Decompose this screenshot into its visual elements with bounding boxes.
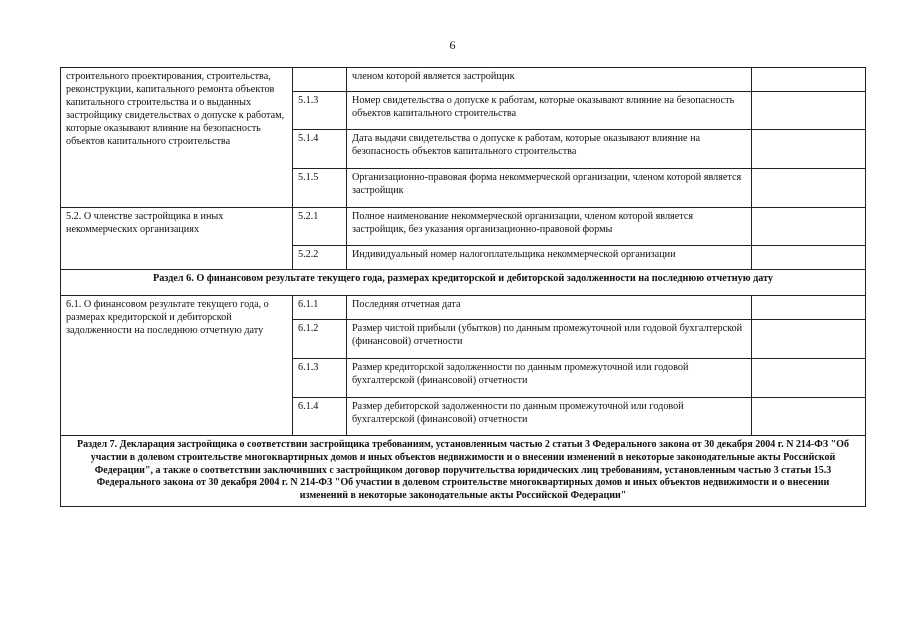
row-number: 6.1.4 bbox=[293, 398, 347, 436]
row-number: 6.1.2 bbox=[293, 320, 347, 359]
row-description: Полное наименование некоммерческой организации, членом которой является застройщик, без указания организационно-правовой формы bbox=[347, 208, 752, 246]
row-number: 5.1.5 bbox=[293, 169, 347, 208]
row-number: 6.1.1 bbox=[293, 296, 347, 320]
group-label-5-2: 5.2. О членстве застройщика в иных некоммерческих организациях bbox=[61, 208, 293, 270]
row-description: Размер чистой прибыли (убытков) по данным промежуточной или годовой бухгалтерской (финансовой) отчетности bbox=[347, 320, 752, 359]
row-description: Организационно-правовая форма некоммерческой организации, членом которой является застройщик bbox=[347, 169, 752, 208]
table-row bbox=[61, 208, 866, 246]
row-value-cell bbox=[752, 208, 866, 246]
row-value-cell bbox=[752, 169, 866, 208]
group-label-5-1: строительного проектирования, строительства, реконструкции, капитального ремонта объектов капитального строительства и о выданных застройщику свидетельствах о допуске к работам, которые оказывают влияние на безопасность объектов капитального строительства bbox=[61, 68, 293, 208]
group-label-6-1: 6.1. О финансовом результате текущего года, о размерах кредиторской и дебиторской задолженности на последнюю отчетную дату bbox=[61, 296, 293, 436]
row-value-cell bbox=[752, 398, 866, 436]
row-value-cell bbox=[752, 296, 866, 320]
table-row bbox=[61, 296, 866, 320]
page-number: 6 bbox=[449, 38, 456, 52]
table-row bbox=[61, 68, 866, 92]
row-description: Последняя отчетная дата bbox=[347, 296, 752, 320]
section-heading-row bbox=[61, 270, 866, 296]
declaration-table bbox=[60, 67, 866, 507]
section-7-heading: Раздел 7. Декларация застройщика о соответствии застройщика требованиям, установленным частью 2 статьи 3 Федерального закона от 30 декабря 2004 г. N 214-ФЗ "Об участии в долевом строительстве многоквартирных домов и иных объектов недвижимости и о внесении изменений в некоторые законодательные акты Российской Федерации", а также о соответствии заключивших с застройщиком договор поручительства юридических лиц требованиям, установленным частью 3 статьи 15.3 Федерального закона от 30 декабря 2004 г. N 214-ФЗ "Об участии в долевом строительстве многоквартирных домов и иных объектов недвижимости и о внесении изменений в некоторые законодательные акты Российской Федерации" bbox=[61, 436, 866, 507]
row-number: 5.2.1 bbox=[293, 208, 347, 246]
row-description: Размер кредиторской задолженности по данным промежуточной или годовой бухгалтерской (финансовой) отчетности bbox=[347, 359, 752, 398]
row-description: Индивидуальный номер налогоплательщика некоммерческой организации bbox=[347, 246, 752, 270]
row-description: Размер дебиторской задолженности по данным промежуточной или годовой бухгалтерской (финансовой) отчетности bbox=[347, 398, 752, 436]
row-value-cell bbox=[752, 320, 866, 359]
row-value-cell bbox=[752, 246, 866, 270]
row-description: Номер свидетельства о допуске к работам, которые оказывают влияние на безопасность объектов капитального строительства bbox=[347, 92, 752, 130]
row-value-cell bbox=[752, 68, 866, 92]
row-number: 6.1.3 bbox=[293, 359, 347, 398]
row-value-cell bbox=[752, 359, 866, 398]
row-value-cell bbox=[752, 92, 866, 130]
row-description: Дата выдачи свидетельства о допуске к работам, которые оказывают влияние на безопасность объектов капитального строительства bbox=[347, 130, 752, 169]
row-number bbox=[293, 68, 347, 92]
row-description: членом которой является застройщик bbox=[347, 68, 752, 92]
section-heading-row bbox=[61, 436, 866, 507]
row-value-cell bbox=[752, 130, 866, 169]
row-number: 5.2.2 bbox=[293, 246, 347, 270]
row-number: 5.1.4 bbox=[293, 130, 347, 169]
row-number: 5.1.3 bbox=[293, 92, 347, 130]
section-6-heading: Раздел 6. О финансовом результате текущего года, размерах кредиторской и дебиторской задолженности на последнюю отчетную дату bbox=[61, 270, 866, 296]
